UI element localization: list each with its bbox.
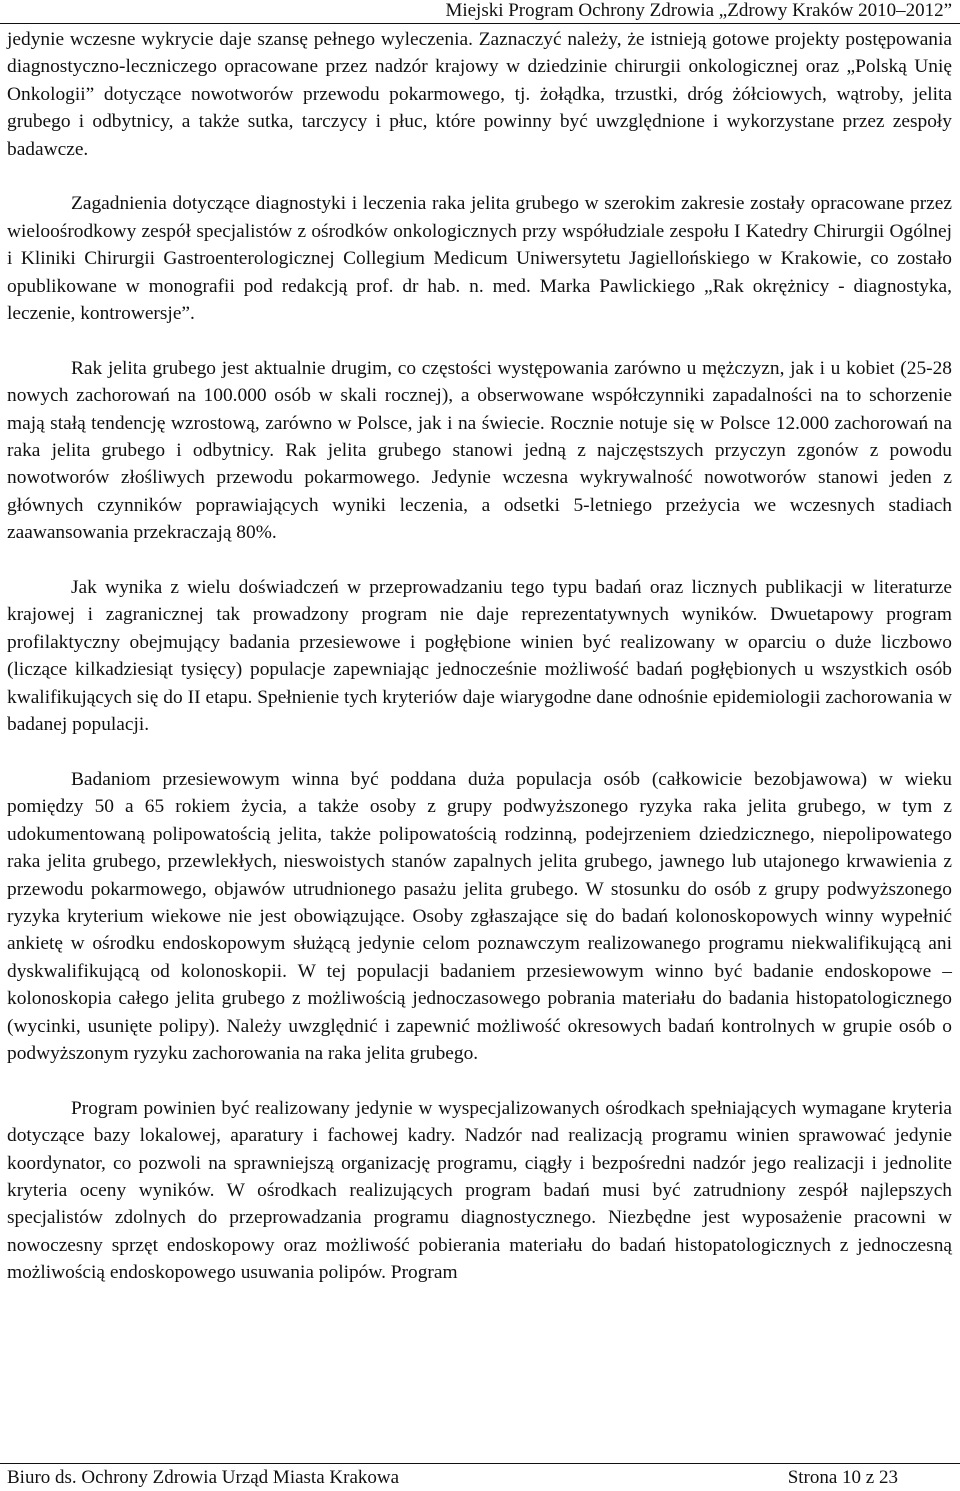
page-header: Miejski Program Ochrony Zdrowia „Zdrowy Kraków 2010–2012” [445, 0, 952, 21]
page-number: Strona 10 z 23 [787, 1467, 898, 1488]
paragraph-experience: Jak wynika z wielu doświadczeń w przeprowadzaniu tego typu badań oraz licznych publikacji w literaturze krajowej i zagranicznej tak prowadzony program nie daje reprezentatywnych wyników. Dwuetapowy program profilaktyczny obejmujący badania przesiewowe i pogłębione winien być realizowany w oparciu o duże liczbowo (liczące kilkadziesiąt tysięcy) populacje zapewniając jednocześnie możliwość badań pogłębionych u wszystkich osób kwalifikujących się do II etapu. Spełnienie tych kryteriów daje wiarygodne dane odnośnie epidemiologii zachorowania w badanej populacji. [7, 577, 952, 736]
paragraph-screening: Badaniom przesiewowym winna być poddana duża populacja osób (całkowicie bezobjawowa) w wieku pomiędzy 50 a 65 rokiem życia, a także osoby z grupy podwyższonego ryzyka raka jelita grubego, w tym z udokumentowaną polipowatością jelita, także polipowatością rodzinną, podejrzeniem dziedzicznego, niepolipowatego raka jelita grubego, przewlekłych, nieswoistych stanów zapalnych jelita grubego, jawnego lub utajonego krwawienia z przewodu pokarmowego, objawów utrudnionego pasażu jelita grubego. W stosunku do osób z grupy podwyższonego ryzyka kryterium wiekowe nie jest obowiązujące. Osoby zgłaszające się do badań kolonoskopowych winny wypełnić ankietę w ośrodku endoskopowym służącą jedynie celom poznawczym realizowanego programu niekwalifikującą ani dyskwalifikującą od kolonoskopii. W tej populacji badaniem przesiewowym winno być badanie endoskopowe – kolonoskopia całego jelita grubego z możliwością jednoczasowego pobrania materiału do badania histopatologicznego (wycinki, usunięte polipy). Należy uwzględnić i zapewnić możliwość okresowych badań kontrolnych w grupie osób o podwyższonym ryzyku zachorowania na raka jelita grubego. [7, 768, 952, 1064]
paragraph-epidemiology: Rak jelita grubego jest aktualnie drugim, co częstości występowania zarówno u mężczyzn, jak i u kobiet (25-28 nowych zachorowań na 100.000 osób w skali rocznej), a obserwowane współczynniki zapadalności na to schorzenie mają stałą tendencję wzrostową, zarówno w Polsce, jak i na świecie. Rocznie notuje się w Polsce 12.000 zachorowań na raka jelita grubego i odbytnicy. Rak jelita grubego stanowi jedną z najczęstszych przyczyn zgonów z powodu nowotworów złośliwych przewodu pokarmowego. Jedynie wczesna wykrywalność nowotworów stanowi jeden z głównych czynników poprawiających wyniki leczenia, a odsetki 5-letniego przeżycia we wczesnych stadiach zaawansowania przekraczają 80%. [7, 357, 952, 544]
footer-divider [0, 1463, 960, 1464]
paragraph-program: Program powinien być realizowany jedynie w wyspecjalizowanych ośrodkach spełniających wymagane kryteria dotyczące bazy lokalowej, aparatury i fachowej kadry. Nadzór nad realizacją programu winien sprawować jedynie koordynator, co pozwoli na sprawniejszą organizację programu, ciągły i bezpośredni nadzór jego realizacji i jednolite kryteria oceny wyników. W ośrodkach realizujących program badań musi być zatrudniony zespół najlepszych specjalistów zdolnych do przeprowadzania programu diagnostycznego. Niezbędne jest wyposażenie pracowni w nowoczesny sprzęt endoskopowy oraz możliwość pobierania materiału do badań histopatologicznych z jednoczesną możliwością endoskopowego usuwania polipów. Program [7, 1097, 952, 1284]
footer-office: Biuro ds. Ochrony Zdrowia Urząd Miasta Krakowa [7, 1467, 400, 1488]
header-divider [0, 23, 960, 24]
paragraph-continuation: jedynie wczesne wykrycie daje szansę pełnego wyleczenia. Zaznaczyć należy, że istnieją gotowe projekty postępowania diagnostyczno-leczniczego opracowane przez nadzór krajowy w dziedzinie chirurgii onkologicznej oraz „Polską Unię Onkologii” dotyczące nowotworów przewodu pokarmowego, tj. żołądka, trzustki, dróg żółciowych, wątroby, jelita grubego i odbytnicy, a także sutka, tarczycy i płuc, które powinny być uwzględnione i wykorzystane przez zespoły badawcze. [7, 29, 952, 160]
paragraph-diagnostics: Zagadnienia dotyczące diagnostyki i leczenia raka jelita grubego w szerokim zakresie zostały opracowane przez wieloośrodkowy zespół specjalistów z ośrodków onkologicznych przy współudziale zespołu I Katedry Chirurgii Ogólnej i Kliniki Chirurgii Gastroenterologicznej Collegium Medicum Uniwersytetu Jagiellońskiego w Krakowie, co zostało opublikowane w monografii pod redakcją prof. dr hab. n. med. Marka Pawlickiego „Rak okrężnicy - diagnostyka, leczenie, kontrowersje”. [7, 193, 952, 325]
document-body [7, 26, 952, 1287]
